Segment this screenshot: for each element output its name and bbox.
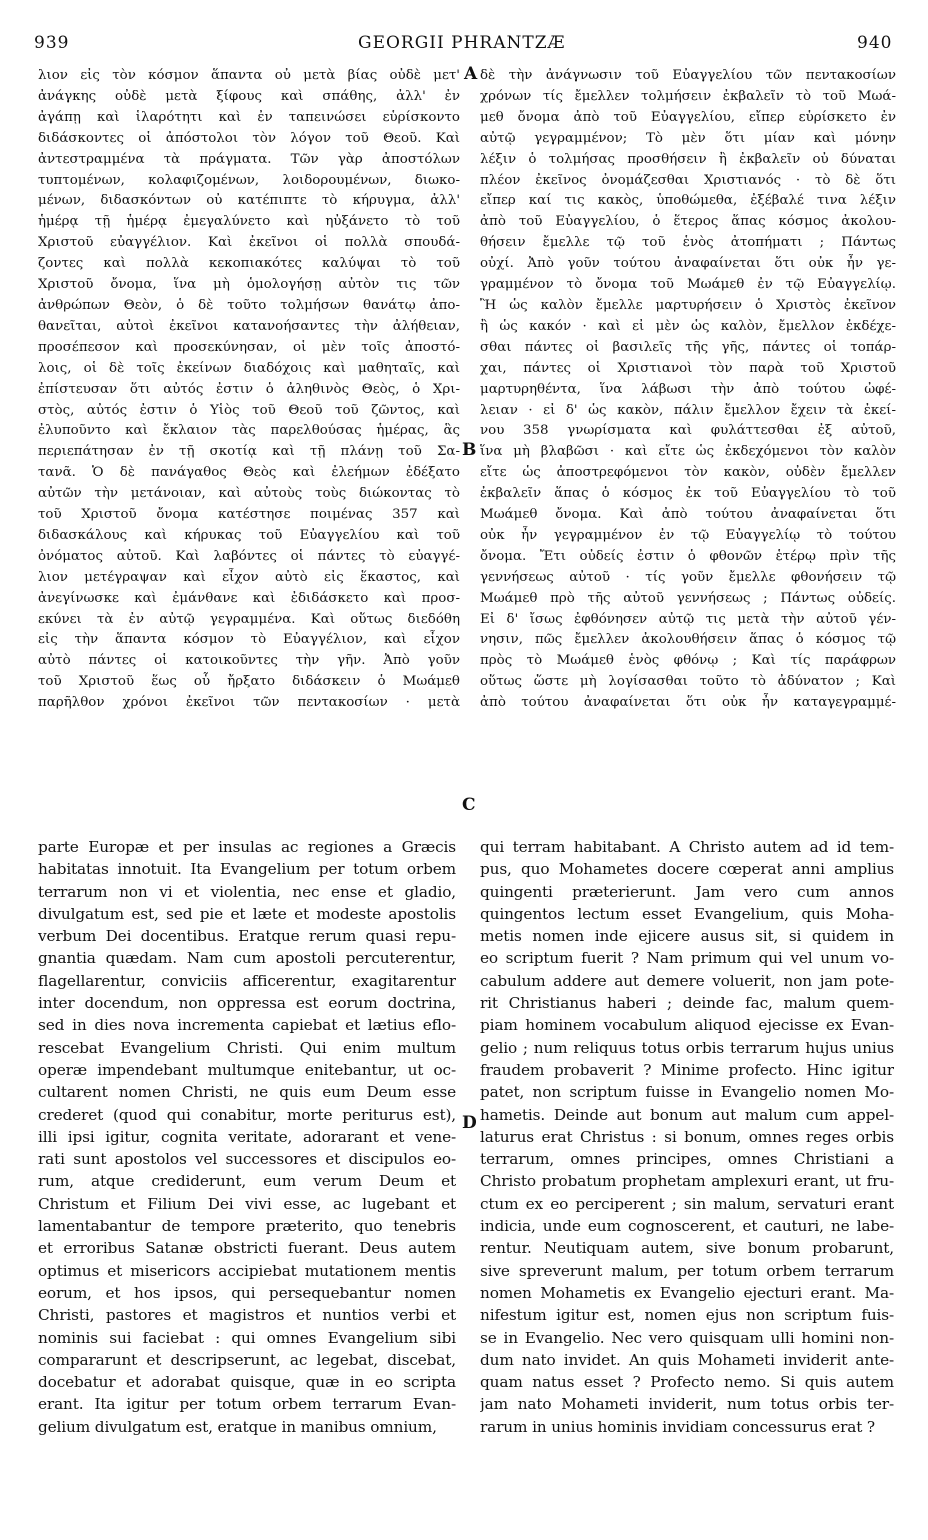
greek-right-line: Εἰ δ' ἴσως ἐφθόνησεν αὐτῷ τις μετὰ τὴν αὐτοῦ γέν- xyxy=(480,611,896,627)
latin-left-line: rum, atque crediderunt, eum verum Deum et xyxy=(38,1172,456,1191)
greek-right-line: Ἢ ὡς καλὸν ἔμελλε μαρτυρήσειν ὁ Χριστὸς ἐκεῖνον xyxy=(480,297,896,313)
greek-right-line: νησιν, πῶς ἔμελλεν ἀκολουθήσειν ἅπας ὁ κόσμος τῷ xyxy=(480,632,896,648)
greek-right-line: σθαι πάντες οἱ βασιλεῖς τῆς γῆς, πάντες οἱ τοπάρ- xyxy=(480,339,896,355)
latin-left-line: optimus et misericors accipiebat mutationem mentis xyxy=(38,1261,456,1280)
greek-right-line: χρόνων τίς ἔμελλεν τολμήσειν ἐκβαλεῖν τὸ τοῦ Μωά- xyxy=(480,88,896,104)
greek-left-line: λιον μετέγραψαν καὶ εἶχον αὐτὸ εἰς ἕκαστος, καὶ xyxy=(38,569,460,585)
latin-right-line: indicia, unde eum cognoscerent, et cauturi, ne labe- xyxy=(480,1217,894,1236)
latin-right-line: hametis. Deinde aut bonum aut malum cum appel- xyxy=(480,1105,894,1124)
greek-right-line: οὕτως ὥστε μὴ λογίσασθαι τοῦτο τὸ ἀδύνατον ; Καὶ xyxy=(480,674,896,690)
greek-right-line: γραμμένον τὸ ὄνομα τοῦ Μωάμεθ ἐν τῷ Εὐαγγελίῳ. xyxy=(480,277,896,293)
latin-right-line: quingentos lectum esset Evangelium, quis Moha- xyxy=(480,904,894,923)
latin-right-line: nomen Mohametis ex Evangelio ejecturi erant. Ma- xyxy=(480,1283,894,1302)
latin-left-line: divulgatum est, sed pie et læte et modeste apostolis xyxy=(38,904,456,923)
greek-left-line: διδάσκοντες οἱ ἀπόστολοι τὸν λόγον τοῦ Θεοῦ. Καὶ xyxy=(38,130,460,146)
greek-right-line: νου 358 γνωρίσματα καὶ φυλάττεσθαι ἐξ αὐτοῦ, xyxy=(480,423,896,439)
greek-right-line: εἴτε ὡς ἀποστρεφόμενοι τὸν κακὸν, οὐδὲν ἔμελλεν xyxy=(480,465,896,481)
latin-left-line: verbum Dei docentibus. Eratque rerum quasi repu- xyxy=(38,927,456,946)
greek-right-line: ἐκβαλεῖν ἅπας ὁ κόσμος ἐκ τοῦ Εὐαγγελίου τὸ τοῦ xyxy=(480,486,896,502)
latin-right-line: rit Christianus haberi ; deinde fac, malum quem- xyxy=(480,994,894,1013)
latin-right-line: terrarum, omnes principes, omnes Christiani a xyxy=(480,1150,894,1169)
margin-letter-a: A xyxy=(464,64,478,84)
greek-left-line: Χριστοῦ ὄνομα, ἵνα μὴ ὁμολογήσῃ αὐτὸν τις τῶν xyxy=(38,277,460,293)
greek-left-line: στὸς, αὐτός ἐστιν ὁ Υἱὸς τοῦ Θεοῦ τοῦ ζῶντος, καὶ xyxy=(38,402,460,418)
greek-right-line: μαρτυρηθέντα, ἵνα λάβωσι τὴν ἀπὸ τούτου ὠφέ- xyxy=(480,381,896,397)
margin-letter-d: D xyxy=(462,1113,477,1133)
latin-right-line: patet, non scriptum fuisse in Evangelio nomen Mo- xyxy=(480,1083,894,1102)
latin-right-line: quingenti præterierunt. Jam vero cum annos xyxy=(480,882,894,901)
greek-left-line: αὐτῶν τὴν μετάνοιαν, καὶ αὐτοὺς τοὺς διώκοντας τὸ xyxy=(38,486,460,502)
latin-right-line: gelio ; num reliquus totus orbis terrarum hujus unius xyxy=(480,1038,894,1057)
latin-right-line: piam hominem vocabulum aliquod ejecisse ex Evan- xyxy=(480,1016,894,1035)
latin-left-line: lamentabantur de tempore præterito, quo tenebris xyxy=(38,1217,456,1236)
latin-right-line: fraudem probaverit ? Minime profecto. Hinc igitur xyxy=(480,1060,894,1079)
greek-left-line: αὐτὸ πάντες οἱ κατοικοῦντες τὴν γῆν. Ἀπὸ γοῦν xyxy=(38,653,460,669)
margin-letter-c: C xyxy=(462,795,476,815)
latin-left-line: inter docendum, non oppressa est eorum doctrina, xyxy=(38,994,456,1013)
latin-right-line: ctum ex eo perciperent ; sin malum, servaturi erant xyxy=(480,1194,894,1213)
greek-right-line: ἀπὸ τούτου ἀναφαίνεται ὅτι οὐκ ἦν καταγεγραμμέ- xyxy=(480,695,896,711)
greek-right-line: ἢ ὡς κακόν · καὶ εἰ μὲν ὡς καλὸν, ἔμελλον ἐκδέχε- xyxy=(480,318,896,334)
latin-left-line: rati sunt apostolos vel successores et discipulos eo- xyxy=(38,1150,456,1169)
latin-left-line: parte Europæ et per insulas ac regiones a Græcis xyxy=(38,838,456,856)
greek-right-line: θήσειν ἔμελλε τῷ τοῦ ἑνὸς ἀτοπήματι ; Πάντως xyxy=(480,235,896,251)
latin-right-line: eo scriptum fuerit ? Nam primum qui vel unum vo- xyxy=(480,949,894,968)
greek-left-line: ἐλυποῦντο καὶ ἔκλαιον τὰς παρελθούσας ἡμέρας, ἃς xyxy=(38,423,460,439)
greek-left-line: ἀγάπῃ καὶ ἱλαρότητι καὶ ἐν ταπεινώσει εὑρίσκοντο xyxy=(38,109,460,125)
latin-left-line: operæ impendebant multumque enitebantur, ut oc- xyxy=(38,1060,456,1079)
greek-left-line: προσέπεσον καὶ προσεκύνησαν, οἱ μὲν τοῖς ἀποστό- xyxy=(38,339,460,355)
greek-right-line: Μωάμεθ πρὸ τῆς αὐτοῦ γεννήσεως ; Πάντως οὐδείς. xyxy=(480,590,896,606)
latin-right-line: dum nato invidet. An quis Mohameti inviderit ante- xyxy=(480,1350,894,1369)
greek-left-line: θανεῖται, αὐτοὶ ἐκεῖνοι κατανοήσαντες τὴν ἀλήθειαν, xyxy=(38,318,460,334)
greek-left-line: ἐπίστευσαν ὅτι αὐτός ἐστιν ὁ ἀληθινὸς Θεὸς, ὁ Χρι- xyxy=(38,381,460,397)
latin-right-line: sive spreverunt malum, per totum orbem terrarum xyxy=(480,1261,894,1280)
greek-right-line: ἵνα μὴ βλαβῶσι · καὶ εἴτε ὡς ἐκδεχόμενοι τὸν καλὸν xyxy=(480,444,896,460)
greek-right-line: χαι, πάντες οἱ Χριστιανοὶ τὸν παρὰ τοῦ Χριστοῦ xyxy=(480,360,896,376)
latin-right-line: metis nomen inde ejicere ausus sit, si quidem in xyxy=(480,927,894,946)
latin-column-right xyxy=(480,836,894,1438)
latin-left-line: eorum, et hos ipsos, qui persequebantur nomen xyxy=(38,1283,456,1302)
greek-left-line: ἀνθρώπων Θεὸν, ὁ δὲ τοῦτο τολμήσων θανάτῳ ἀπο- xyxy=(38,297,460,313)
greek-left-line: λιον εἰς τὸν κόσμον ἅπαντα οὐ μετὰ βίας οὐδὲ μετ' xyxy=(38,68,460,83)
latin-left-line: terrarum non vi et violentia, nec ense et gladio, xyxy=(38,882,456,901)
greek-column-right xyxy=(480,66,896,714)
greek-right-line: λέξιν ὁ τολμήσας προσθήσειν ἢ ἐκβαλεῖν οὐ δύναται xyxy=(480,151,896,167)
greek-left-line: λοις, οἱ δὲ τοῖς ἐκείνων διαδόχοις καὶ μαθηταῖς, καὶ xyxy=(38,360,460,376)
latin-left-line: rescebat Evangelium Christi. Qui enim multum xyxy=(38,1038,456,1057)
greek-left-line: τοῦ Χριστοῦ ἕως οὗ ἤρξατο διδάσκειν ὁ Μωάμεθ xyxy=(38,674,460,690)
running-title: GEORGII PHRANTZÆ xyxy=(358,33,566,53)
latin-left-line: Christi, pastores et magistros et nuntios verbi et xyxy=(38,1306,456,1325)
greek-right-line: εἴπερ καί τις κακὸς, ὑποθώμεθα, ἐξέβαλέ τινα λέξιν xyxy=(480,193,896,209)
greek-left-line: διδασκάλους καὶ κήρυκας τοῦ Εὐαγγελίου καὶ τοῦ xyxy=(38,527,460,543)
greek-left-line: τοῦ Χριστοῦ ὄνομα κατέστησε ποιμένας 357 καὶ xyxy=(38,507,460,523)
greek-left-line: ἡμέρᾳ τῇ ἡμέρᾳ ἐμεγαλύνετο καὶ ηὐξάνετο τὸ τοῦ xyxy=(38,214,460,230)
greek-column-left xyxy=(38,66,460,714)
latin-left-line: illi ipsi igitur, cognita veritate, adorarant et vene- xyxy=(38,1127,456,1146)
greek-right-line: πλέον ἐκεῖνος ὀνομάζεσθαι Χριστιανός · τὸ δὲ ὅτι xyxy=(480,172,896,188)
greek-left-line: ἀντεστραμμένα τὰ πράγματα. Τῶν γὰρ ἀποστόλων xyxy=(38,151,460,167)
greek-right-line: πρὸς τὸ Μωάμεθ ἑνὸς φθόνῳ ; Καὶ τίς παράφρων xyxy=(480,653,896,669)
greek-right-line: δὲ τὴν ἀνάγνωσιν τοῦ Εὐαγγελίου τῶν πεντακοσίων xyxy=(480,68,896,83)
latin-left-line: nominis sui faciebat : qui omnes Evangelium sibi xyxy=(38,1328,456,1347)
latin-column-left xyxy=(38,836,456,1438)
latin-right-line: pus, quo Mohametes docere cœperat anni amplius xyxy=(480,860,894,879)
latin-left-line: et erroribus Satanæ obstricti fuerant. Deus autem xyxy=(38,1239,456,1258)
greek-right-line: γεννήσεως αὐτοῦ · τίς γοῦν ἔμελλε φθονήσειν τῷ xyxy=(480,569,896,585)
latin-left-line: erant. Ita igitur per totum orbem terrarum Evan- xyxy=(38,1395,456,1414)
greek-left-line: εἰς τὴν ἅπαντα κόσμον τὸ Εὐαγγέλιον, καὶ εἶχον xyxy=(38,632,460,648)
latin-left-line: flagellarentur, conviciis afficerentur, exagitarentur xyxy=(38,971,456,990)
greek-left-line: τανᾶ. Ὁ δὲ πανάγαθος Θεὸς καὶ ἐλεήμων ἐδέξατο xyxy=(38,465,460,481)
greek-left-line: ὀνόματος αὐτοῦ. Καὶ λαβόντες οἱ πάντες τὸ εὐαγγέ- xyxy=(38,548,460,564)
greek-left-line: εκύνει τὰ ἐν αὐτῷ γεγραμμένα. Καὶ οὕτως διεδόθη xyxy=(38,611,460,627)
latin-left-line: gnantia quædam. Nam cum apostoli percuterentur, xyxy=(38,949,456,968)
latin-right-line: se in Evangelio. Nec vero quisquam ulli homini non- xyxy=(480,1328,894,1347)
latin-right-line: Christo probatum prophetam amplexuri erant, ut fru- xyxy=(480,1172,894,1191)
latin-left-line: docebatur et adorabat quisque, quæ in eo scripta xyxy=(38,1373,456,1392)
greek-right-line: λειαν · εἰ δ' ὡς κακὸν, πάλιν ἔμελλον ἔχειν τὰ ἐκεί- xyxy=(480,402,896,418)
page-number-left: 939 xyxy=(34,33,70,53)
latin-left-line: habitatas innotuit. Ita Evangelium per totum orbem xyxy=(38,860,456,879)
latin-left-line: cultarent nomen Christi, ne quis eum Deum esse xyxy=(38,1083,456,1102)
latin-left-line: gelium divulgatum est, eratque in manibus omnium, xyxy=(38,1417,437,1436)
page-number-right: 940 xyxy=(857,33,893,53)
greek-right-line: ἀπὸ τοῦ Εὐαγγελίου, ὁ ἕτερος ἅπας κόσμος ἀκολου- xyxy=(480,214,896,230)
greek-left-line: Χριστοῦ εὐαγγέλιον. Καὶ ἐκεῖνοι οἱ πολλὰ σπουδά- xyxy=(38,235,460,251)
latin-right-line: qui terram habitabant. A Christo autem ad id tem- xyxy=(480,838,894,856)
latin-left-line: sed in dies nova incrementa capiebat et lætius eflo- xyxy=(38,1016,456,1035)
latin-right-line: jam nato Mohameti inviderit, num totus orbis ter- xyxy=(480,1395,894,1414)
greek-right-line: οὐχί. Ἀπὸ γοῦν τούτου ἀναφαίνεται ὅτι οὐκ ἦν γε- xyxy=(480,256,896,272)
latin-right-line: cabulum addere aut demere voluerit, non jam pote- xyxy=(480,971,894,990)
greek-right-line: ὄνομα. Ἔτι οὐδείς ἐστιν ὁ φθονῶν ἑτέρῳ πρὶν τῆς xyxy=(480,548,896,564)
latin-left-line: compararunt et descripserunt, ac legebat, discebat, xyxy=(38,1350,456,1369)
greek-left-line: ζοντες καὶ πολλὰ κεκοπιακότες καλύψαι τὸ τοῦ xyxy=(38,256,460,272)
latin-left-line: Christum et Filium Dei vivi esse, ac lugebant et xyxy=(38,1194,456,1213)
greek-left-line: μένων, διδασκόντων οὐ κατέπιπτε τὸ κήρυγμα, ἀλλ' xyxy=(38,193,460,209)
greek-right-line: μεθ ὄνομα ἀπὸ τοῦ Εὐαγγελίου, εἴπερ εὑρίσκετο ἐν xyxy=(480,109,896,125)
latin-left-line: crederet (quod qui conabitur, morte periturus est), xyxy=(38,1105,456,1124)
latin-right-line: nifestum igitur est, nomen ejus non scriptum fuis- xyxy=(480,1306,894,1325)
greek-left-line: ἀνάγκης οὐδὲ μετὰ ξίφους καὶ σπάθης, ἀλλ' ἐν xyxy=(38,88,460,104)
greek-left-line: τυπτομένων, κολαφιζομένων, λοιδορουμένων, διωκο- xyxy=(38,172,460,188)
greek-right-line: Μωάμεθ ὄνομα. Καὶ ἀπὸ τούτου ἀναφαίνεται ὅτι xyxy=(480,507,896,523)
greek-left-line: παρῆλθον χρόνοι ἐκεῖνοι τῶν πεντακοσίων · μετὰ xyxy=(38,695,460,711)
greek-right-line: οὐκ ἦν γεγραμμένον ἐν τῷ Εὐαγγελίῳ τὸ τούτου xyxy=(480,527,896,543)
latin-right-line: rarum in unius hominis invidiam concessurus erat ? xyxy=(480,1417,875,1436)
latin-right-line: quam natus esset ? Profecto nemo. Si quis autem xyxy=(480,1373,894,1392)
latin-right-line: laturus erat Christus : si bonum, omnes reges orbis xyxy=(480,1127,894,1146)
greek-right-line: αὐτῷ γεγραμμένον; Τὸ μὲν ὅτι μίαν καὶ μόνην xyxy=(480,130,896,146)
greek-left-line: περιεπάτησαν ἐν τῇ σκοτίᾳ καὶ τῇ πλάνῃ τοῦ Σα- xyxy=(38,444,460,460)
margin-letter-b: B xyxy=(462,440,477,460)
greek-left-line: ἀνεγίνωσκε καὶ ἐμάνθανε καὶ ἐδιδάσκετο καὶ προσ- xyxy=(38,590,460,606)
latin-right-line: rentur. Neutiquam autem, sive bonum probarunt, xyxy=(480,1239,894,1258)
